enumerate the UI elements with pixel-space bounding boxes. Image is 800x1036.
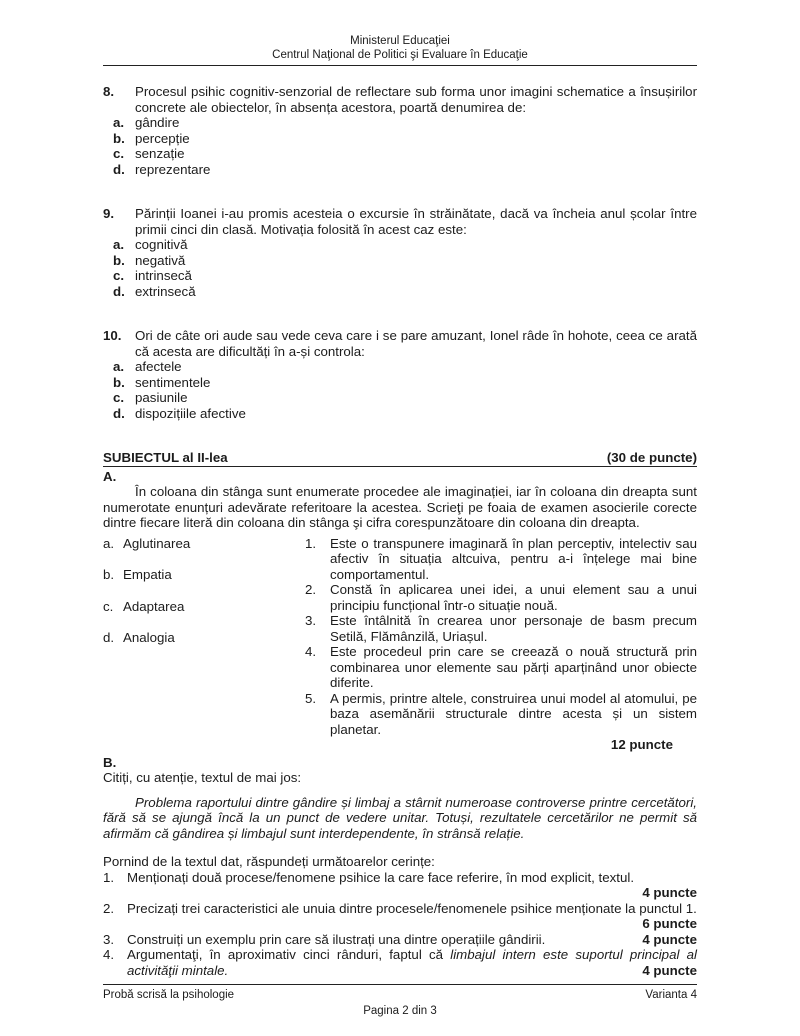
question-number: 9.	[103, 206, 115, 221]
option-letter: d.	[113, 405, 125, 421]
requirement-text-prefix: Argumentaţi, în aproximativ cinci rânduri, faptul că	[127, 947, 451, 962]
option-letter: b.	[113, 374, 125, 390]
option-text: pasiunile	[135, 390, 188, 405]
match-term: Aglutinarea	[123, 535, 191, 551]
subject2-title: SUBIECTUL al II-lea	[103, 450, 228, 465]
option-text: cognitivă	[135, 237, 188, 252]
statement-text: Este o transpunere imaginară în plan perceptiv, intelectiv sau afectiv în situația altcuiva, pentru a-i înțelege mai bine comportamentul.	[330, 535, 697, 582]
question-number: 8.	[103, 84, 115, 99]
question-9	[103, 206, 697, 299]
requirement-2	[103, 901, 697, 917]
option-letter: c.	[113, 390, 125, 405]
option-text: extrinsecă	[135, 283, 196, 299]
part-b-intro: Citiți, cu atenție, textul de mai jos:	[103, 770, 302, 785]
requirement-text: Precizați trei caracteristici ale unuia dintre procesele/fenomenele psihice menționate la punctul 1.	[127, 900, 697, 916]
institution-name: Centrul Naţional de Politici şi Evaluare în Educaţie	[272, 49, 528, 61]
statement-number: 5.	[305, 690, 317, 706]
option-letter: a.	[113, 359, 125, 374]
page-header	[103, 34, 697, 66]
statement-number: 1.	[305, 535, 317, 551]
match-letter: a.	[103, 535, 115, 551]
requirement-text-italic: limbajul intern este suportul principal al activităţii mintale.	[127, 947, 697, 978]
option-letter: d.	[113, 283, 125, 299]
statement-3	[305, 613, 697, 644]
question-number: 10.	[103, 328, 122, 343]
option-text: negativă	[135, 252, 186, 268]
option-letter: b.	[113, 252, 125, 268]
question-10	[103, 328, 697, 421]
match-item-b	[103, 567, 305, 583]
option-text: gândire	[135, 115, 180, 130]
match-letter: c.	[103, 598, 114, 614]
page-footer	[103, 984, 697, 1018]
match-letter: d.	[103, 630, 115, 645]
requirement-text	[127, 932, 697, 948]
option-letter: d.	[113, 161, 125, 177]
statement-5	[305, 691, 697, 738]
requirement-3	[103, 932, 697, 948]
requirement-4-points: 4 puncte	[642, 962, 697, 978]
option-text: senzație	[135, 146, 185, 161]
option-text: dispozițiile afective	[135, 405, 246, 421]
option-c	[103, 268, 697, 284]
option-d	[103, 406, 697, 422]
part-a-points: 12 puncte	[610, 737, 673, 752]
ministry-name: Ministerul Educaţiei	[350, 35, 450, 47]
statement-text: A permis, printre altele, construirea unui model al atomului, pe baza asemănării structurale dintre acesta și un sistem planetar.	[330, 690, 697, 737]
question-text: Procesul psihic cognitiv-senzorial de reflectare sub forma unor imagini schematice a însușirilor concrete ale obiectelor, în absența acestora, poartă denumirea de:	[135, 84, 697, 115]
statement-2	[305, 582, 697, 613]
option-letter: a.	[113, 237, 125, 252]
option-text: afectele	[135, 359, 182, 374]
requirement-text-main: Construiți un exemplu prin care să ilustrați una dintre operațiile gândirii.	[127, 931, 546, 947]
document-body	[103, 84, 697, 978]
option-b	[103, 253, 697, 269]
option-b	[103, 375, 697, 391]
requirement-text: Menționați două procese/fenomene psihice la care face referire, în mod explicit, textul.	[127, 869, 635, 885]
option-d	[103, 284, 697, 300]
requirement-number: 2.	[103, 900, 115, 916]
part-b-prompt: Pornind de la textul dat, răspundeți următoarelor cerințe:	[103, 854, 435, 869]
requirement-3-points: 4 puncte	[642, 931, 697, 947]
requirement-4	[103, 947, 697, 978]
footer-exam-name: Probă scrisă la psihologie	[103, 989, 235, 1001]
option-text: reprezentare	[135, 161, 211, 177]
match-item-c	[103, 599, 305, 615]
requirement-number: 4.	[103, 947, 115, 962]
match-item-d	[103, 630, 305, 646]
subject2-points: (30 de puncte)	[606, 450, 697, 465]
part-a-intro: În coloana din stânga sunt enumerate procedee ale imaginației, iar în coloana din dreapta sunt numerotate enunțuri adevărate referitoare la acestea. Scrieţi pe foaia de examen asocierile corecte dintre fiecare literă din coloana din stânga şi cifra corespunzătoare din coloana din dreapta.	[103, 484, 697, 530]
statement-number: 2.	[305, 582, 317, 597]
option-a	[103, 237, 697, 253]
match-term: Adaptarea	[123, 598, 185, 614]
matching-exercise	[103, 536, 697, 738]
statement-number: 3.	[305, 613, 317, 628]
statement-text: Este întâlnită în crearea unor personaje de basm precum Setilă, Flămânzilă, Uriașul.	[330, 613, 697, 644]
question-8	[103, 84, 697, 177]
requirement-1-points: 4 puncte	[642, 885, 697, 900]
statement-number: 4.	[305, 644, 317, 659]
requirement-number: 3.	[103, 931, 115, 947]
matching-left-column	[103, 536, 305, 738]
option-c	[103, 390, 697, 406]
matching-right-column	[305, 536, 697, 738]
option-letter: b.	[113, 130, 125, 146]
statement-text: Constă în aplicarea unei idei, a unui element sau a unui principiu funcțional într-o situație nouă.	[330, 582, 697, 613]
part-a-label: A.	[103, 468, 117, 484]
requirement-1	[103, 870, 697, 886]
option-a	[103, 115, 697, 131]
option-letter: c.	[113, 146, 125, 161]
statement-4	[305, 644, 697, 691]
match-item-a	[103, 536, 305, 552]
requirement-2-points: 6 puncte	[642, 916, 697, 931]
statement-1	[305, 536, 697, 583]
subject2-heading	[103, 450, 697, 467]
option-text: percepție	[135, 130, 190, 146]
option-b	[103, 131, 697, 147]
requirement-number: 1.	[103, 869, 115, 885]
question-text: Ori de câte ori aude sau vede ceva care i se pare amuzant, Ionel râde în hohote, ceea ce arată că acesta are dificultăți în a-și controla:	[135, 328, 697, 359]
statement-text: Este procedeul prin care se creează o nouă structură prin combinarea unor elemente sau părți aparținând unor obiecte diferite.	[330, 644, 697, 690]
option-d	[103, 162, 697, 178]
footer-variant: Varianta 4	[645, 989, 697, 1001]
header-divider	[103, 65, 697, 66]
question-text: Părinții Ioanei i-au promis acesteia o excursie în străinătate, dacă va încheia anul școlar între primii cinci din clasă. Motivația folosită în acest caz este:	[135, 206, 697, 237]
option-a	[103, 359, 697, 375]
footer-page-number: Pagina 2 din 3	[363, 1005, 437, 1017]
match-term: Empatia	[123, 567, 172, 582]
option-c	[103, 146, 697, 162]
option-text: sentimentele	[135, 374, 211, 390]
match-letter: b.	[103, 567, 115, 582]
match-term: Analogia	[123, 630, 175, 645]
option-letter: a.	[113, 115, 125, 130]
part-b-label: B.	[103, 754, 117, 770]
part-b-quote: Problema raportului dintre gândire și limbaj a stârnit numeroase controverse printre cercetători, fără să se ajungă încă la un punct de vedere unitar. Totuși, rezultatele cercetărilor ne permit să afirmăm că gândirea și limbajul sunt interdependente, în strânsă relație.	[103, 794, 697, 841]
option-letter: c.	[113, 268, 125, 283]
requirement-text	[127, 947, 697, 978]
option-text: intrinsecă	[135, 268, 192, 283]
